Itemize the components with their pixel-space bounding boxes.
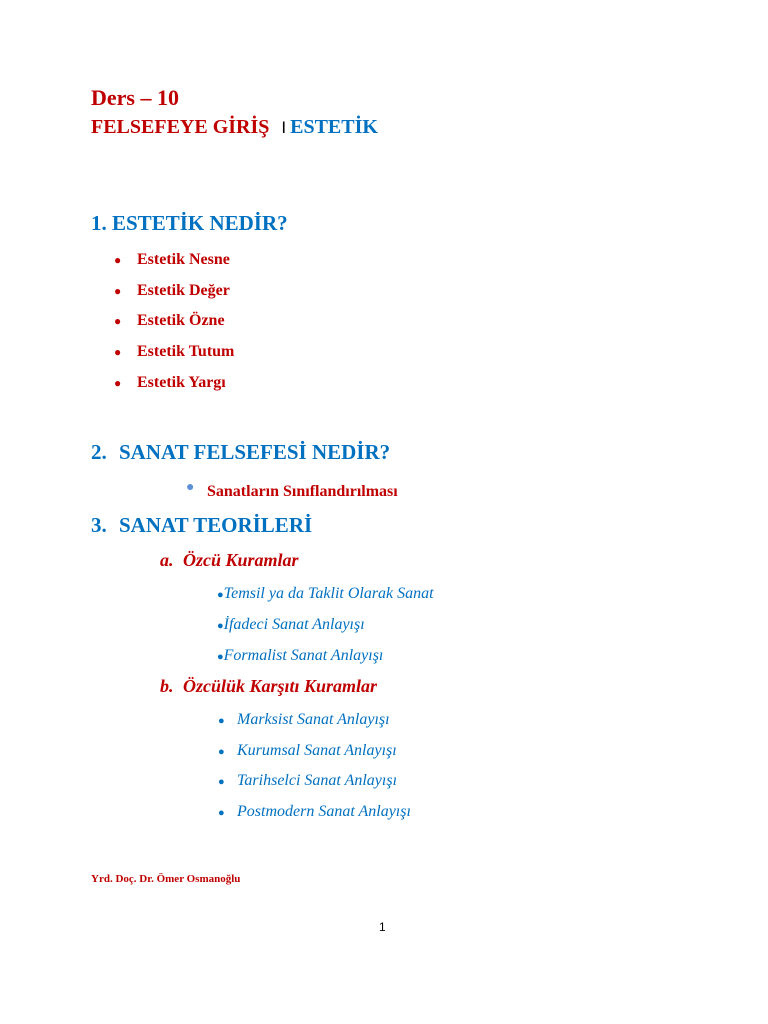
bullet-icon: ● [114, 314, 122, 328]
subsection-title: Özcülük Karşıtı Kuramlar [183, 676, 378, 696]
section-2-heading [91, 440, 390, 465]
list-item [217, 616, 365, 634]
list-item [217, 647, 383, 665]
list-item-text: Estetik Yargı [137, 374, 226, 391]
list-item-text: Kurumsal Sanat Anlayışı [237, 742, 397, 759]
subsection-a-heading [160, 550, 299, 571]
topic-title: ESTETİK [290, 116, 378, 138]
list-item-text: Temsil ya da Taklit Olarak Sanat [223, 585, 434, 602]
list-item [114, 373, 226, 393]
list-item [218, 711, 390, 729]
section-1-heading [91, 211, 288, 236]
author-name: Yrd. Doç. Dr. Ömer Osmanoğlu [91, 873, 241, 885]
list-item-text: Estetik Nesne [137, 251, 230, 268]
list-item [218, 772, 397, 790]
list-item-text: Estetik Değer [137, 282, 230, 299]
bullet-icon: ● [114, 284, 122, 298]
list-item-text: Tarihselci Sanat Anlayışı [237, 772, 398, 789]
lesson-number: Ders – 10 [91, 85, 179, 110]
list-item [186, 480, 398, 501]
list-item-text: Formalist Sanat Anlayışı [223, 647, 384, 664]
list-item-text: Postmodern Sanat Anlayışı [237, 803, 411, 820]
subsection-b-heading [160, 676, 377, 697]
section-3-heading [91, 513, 312, 538]
list-item [114, 250, 230, 270]
bullet-icon: ● [218, 746, 225, 758]
section-number: 1. [91, 211, 107, 235]
bullet-icon: ● [217, 620, 224, 632]
list-item-text: Sanatların Sınıflandırılması [207, 483, 398, 500]
list-item [218, 742, 397, 760]
section-title: ESTETİK NEDİR? [112, 211, 288, 235]
section-number: 3. [91, 513, 107, 537]
bullet-icon: ● [218, 776, 225, 788]
subsection-letter: a. [160, 550, 174, 570]
bullet-icon: ● [186, 480, 195, 495]
bullet-icon: ● [217, 589, 224, 601]
bullet-icon: ● [217, 651, 224, 663]
list-item [218, 803, 411, 821]
bullet-icon: ● [218, 807, 225, 819]
list-item-text: Estetik Tutum [137, 343, 235, 360]
section-number: 2. [91, 440, 107, 464]
course-title: FELSEFEYE GİRİŞ [91, 116, 270, 138]
document-title [91, 116, 378, 139]
list-item [114, 311, 225, 331]
subsection-letter: b. [160, 676, 174, 696]
title-separator: I [281, 118, 287, 137]
bullet-icon: ● [114, 345, 122, 359]
list-item-text: Marksist Sanat Anlayışı [237, 711, 390, 728]
list-item [114, 342, 235, 362]
subsection-title: Özcü Kuramlar [183, 550, 299, 570]
list-item-text: Estetik Özne [137, 312, 225, 329]
bullet-icon: ● [218, 715, 225, 727]
bullet-icon: ● [114, 376, 122, 390]
section-title: SANAT TEORİLERİ [119, 513, 313, 537]
page-number: 1 [379, 920, 386, 934]
list-item [114, 281, 230, 301]
list-item [217, 585, 434, 603]
list-item-text: İfadeci Sanat Anlayışı [223, 616, 365, 633]
section-title: SANAT FELSEFESİ NEDİR? [119, 440, 391, 464]
bullet-icon: ● [114, 253, 122, 267]
